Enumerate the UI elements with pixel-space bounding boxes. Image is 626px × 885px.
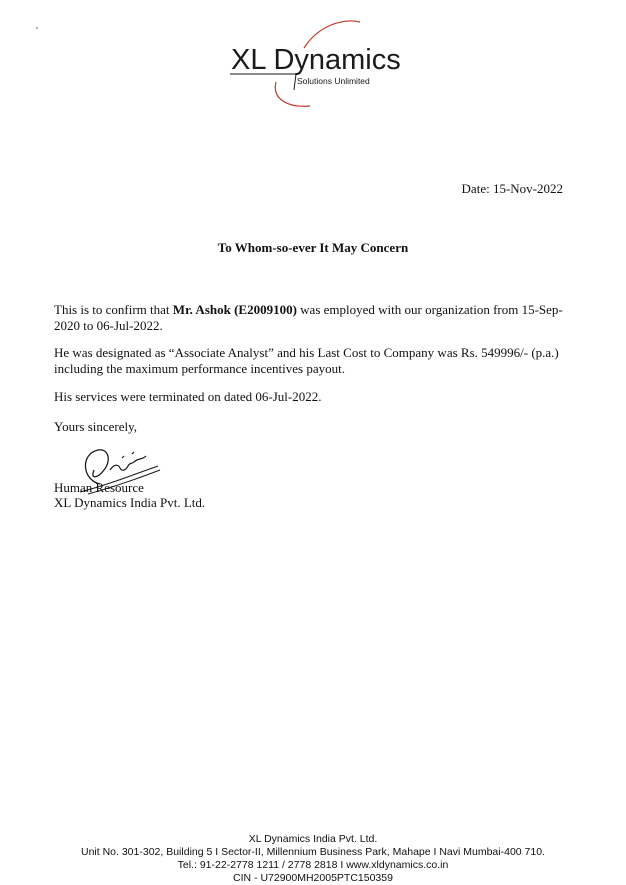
footer-contact: Tel.: 91-22-2778 1211 / 2778 2818 I www.xldynamics.co.in	[177, 859, 449, 871]
signatory-company: XL Dynamics India Pvt. Ltd.	[54, 495, 206, 510]
letter-subject: To Whom-so-ever It May Concern	[217, 240, 409, 255]
paragraph-termination: His services were terminated on dated 06-Jul-2022.	[54, 389, 322, 404]
logo-title: XL Dynamics	[231, 44, 401, 76]
footer-cin: CIN - U72900MH2005PTC150359	[233, 872, 393, 884]
footer-company: XL Dynamics India Pvt. Ltd.	[248, 833, 378, 845]
paragraph-designation: He was designated as “Associate Analyst” and his Last Cost to Company was Rs. 549996/- (p.a.) including the maximum performance incentives payout.	[54, 345, 559, 376]
paragraph-employment	[54, 302, 566, 334]
letter-date: Date: 15-Nov-2022	[461, 181, 563, 196]
paragraph-prefix: This is to confirm that	[54, 302, 173, 317]
signatory-department: Human Resource	[54, 480, 144, 495]
letter-footer	[0, 833, 626, 885]
company-logo	[226, 14, 406, 114]
footer-address: Unit No. 301-302, Building 5 I Sector-II, Millennium Business Park, Mahape I Navi Mumbai-400 710.	[81, 846, 545, 858]
employee-name: Mr. Ashok (E2009100)	[172, 302, 297, 317]
closing-line: Yours sincerely,	[54, 419, 138, 434]
logo-tagline: Solutions Unlimited	[297, 76, 370, 86]
paragraph-suffix: was employed with our organization from 15-Sep-2020 to 06-Jul-2022.	[54, 302, 563, 333]
scan-speck	[36, 27, 38, 29]
